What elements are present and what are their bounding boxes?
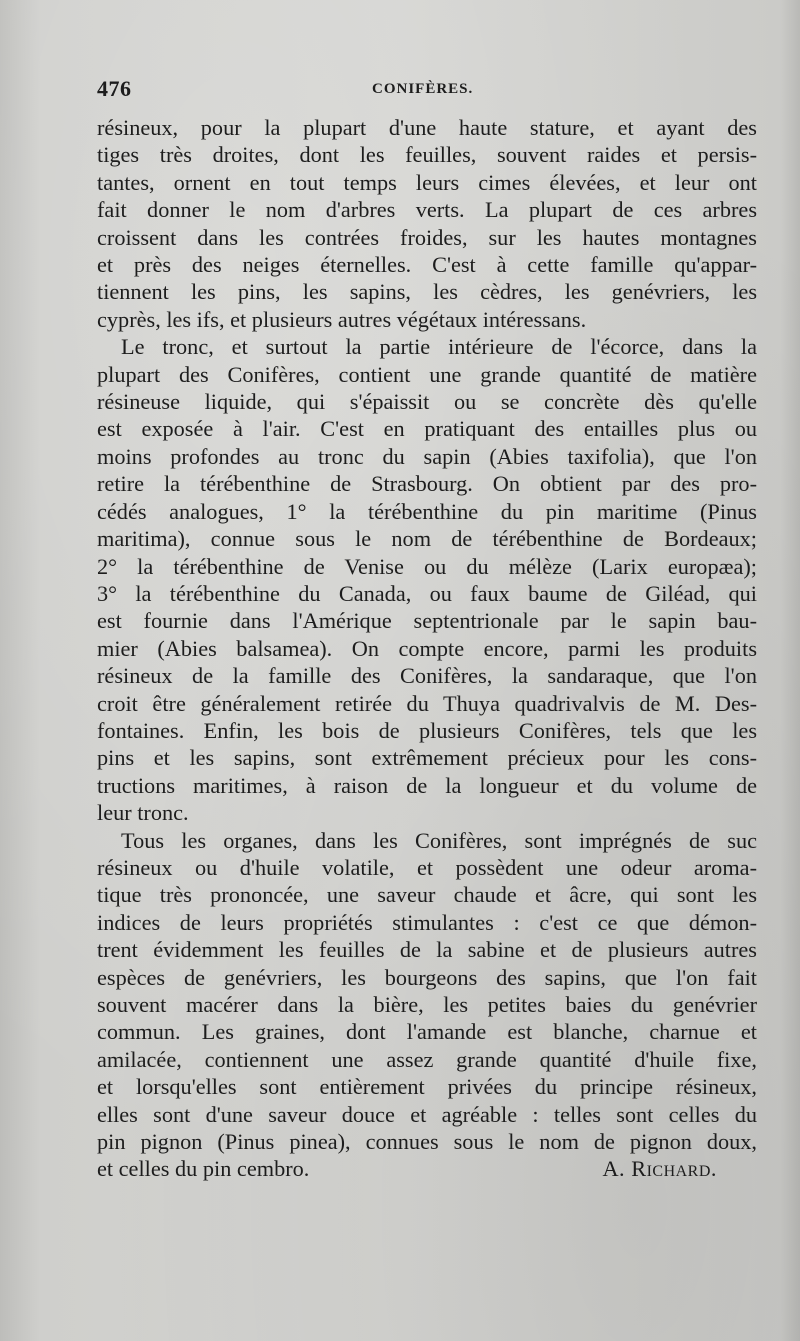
- text-line: amilacée, contiennent une assez grande quantité d'huile fixe,: [97, 1046, 757, 1072]
- text-line: Tous les organes, dans les Conifères, sont imprégnés de suc: [121, 827, 757, 853]
- text-line: espèces de genévriers, les bourgeons des sapins, que l'on fait: [97, 964, 757, 990]
- paragraph-1: [97, 114, 757, 333]
- text-line: fait donner le nom d'arbres verts. La plupart de ces arbres: [97, 197, 757, 223]
- text-line: et celles du pin cembro.: [97, 1156, 310, 1182]
- paragraph-2: [97, 333, 757, 826]
- text-line: cédés analogues, 1° la térébenthine du pin maritime (Pinus: [97, 498, 757, 524]
- text-line: et lorsqu'elles sont entièrement privées du principe résineux,: [97, 1074, 757, 1100]
- text-line: 2° la térébenthine de Venise ou du mélèze (Larix europæa);: [97, 553, 757, 579]
- text-line: moins profondes au tronc du sapin (Abies taxifolia), que l'on: [97, 443, 757, 469]
- closing-line: [97, 1155, 757, 1182]
- text-line: 3° la térébenthine du Canada, ou faux baume de Giléad, qui: [97, 580, 757, 606]
- text-line: maritima), connue sous le nom de térébenthine de Bordeaux;: [97, 526, 757, 552]
- text-line: pin pignon (Pinus pinea), connues sous le nom de pignon doux,: [97, 1129, 757, 1155]
- text-line: est exposée à l'air. C'est en pratiquant des entailles plus ou: [97, 416, 757, 442]
- text-line: commun. Les graines, dont l'amande est blanche, charnue et: [97, 1019, 757, 1045]
- text-line: pins et les sapins, sont extrêmement précieux pour les cons-: [97, 745, 757, 771]
- text-line: tructions maritimes, à raison de la longueur et du volume de: [97, 772, 757, 798]
- text-line: fontaines. Enfin, les bois de plusieurs Conifères, tels que les: [97, 717, 757, 743]
- text-line: indices de leurs propriétés stimulantes : c'est ce que démon-: [97, 909, 757, 935]
- text-line: et près des neiges éternelles. C'est à cette famille qu'appar-: [97, 252, 757, 278]
- text-line: elles sont d'une saveur douce et agréable : telles sont celles du: [97, 1101, 757, 1127]
- body-text: [97, 114, 757, 1183]
- text-line: croissent dans les contrées froides, sur les hautes montagnes: [97, 224, 757, 250]
- text-line: tiennent les pins, les sapins, les cèdres, les genévriers, les: [97, 279, 757, 305]
- text-line: résineux, pour la plupart d'une haute stature, et ayant des: [97, 115, 757, 140]
- text-line: plupart des Conifères, contient une grande quantité de matière: [97, 361, 757, 387]
- text-line: est fournie dans l'Amérique septentrionale par le sapin bau-: [97, 608, 757, 634]
- text-line: tantes, ornent en tout temps leurs cimes élevées, et leur ont: [97, 169, 757, 195]
- text-line: souvent macérer dans la bière, les petites baies du genévrier: [97, 992, 757, 1017]
- text-line: leur tronc.: [97, 800, 189, 826]
- author-signature: A. Richard.: [602, 1156, 717, 1182]
- text-line: trent évidemment les feuilles de la sabine et de plusieurs autres: [97, 937, 757, 963]
- page-header: [97, 76, 697, 106]
- text-line: mier (Abies balsamea). On compte encore, parmi les produits: [97, 635, 757, 661]
- page-number: 476: [97, 76, 132, 101]
- text-line: croit être généralement retirée du Thuya quadrivalvis de M. Des-: [97, 690, 757, 716]
- text-line: retire la térébenthine de Strasbourg. On obtient par des pro-: [97, 471, 757, 497]
- running-head: CONIFÈRES.: [372, 81, 474, 97]
- text-line: résineux ou d'huile volatile, et possèdent une odeur aroma-: [97, 854, 757, 880]
- text-line: cyprès, les ifs, et plusieurs autres végétaux intéressans.: [97, 306, 587, 332]
- text-line: tique très prononcée, une saveur chaude et âcre, qui sont les: [97, 882, 757, 908]
- text-line: tiges très droites, dont les feuilles, souvent raides et persis-: [97, 142, 757, 168]
- text-line: Le tronc, et surtout la partie intérieure de l'écorce, dans la: [121, 334, 757, 360]
- text-line: résineuse liquide, qui s'épaissit ou se concrète dès qu'elle: [97, 389, 757, 415]
- text-line: résineux de la famille des Conifères, la sandaraque, que l'on: [97, 663, 757, 689]
- paragraph-3: [97, 827, 757, 1183]
